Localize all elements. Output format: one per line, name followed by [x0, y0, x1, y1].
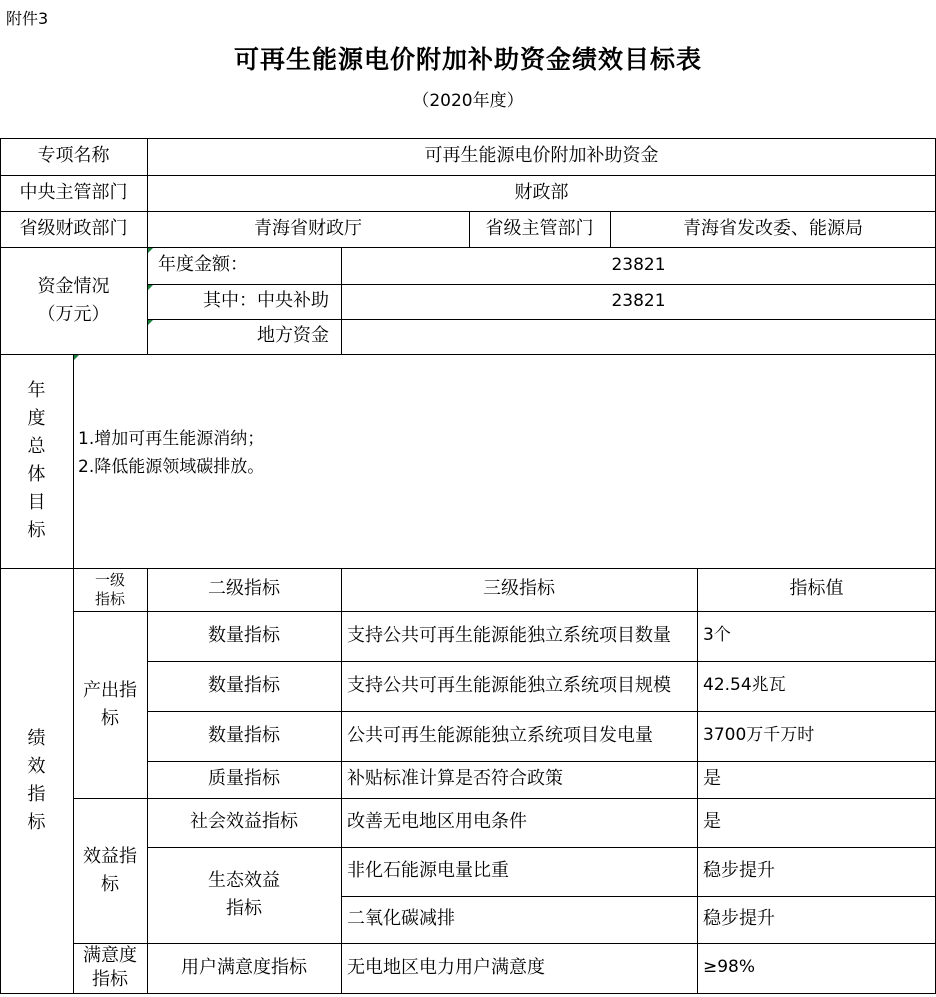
table-row-value: 是: [703, 811, 721, 833]
local-funds-value: [341, 319, 936, 354]
table-row-level2: 数量指标: [208, 724, 280, 746]
table-row-level2: [147, 847, 341, 943]
prov-dept-label: 省级主管部门: [485, 217, 594, 239]
page-title: 可再生能源电价附加补助资金绩效目标表: [233, 45, 702, 74]
table-row-level3: 非化石能源电量比重: [347, 860, 509, 882]
table-row-value: 3700万千万时: [703, 725, 815, 746]
table-row-value: 稳步提升: [703, 860, 775, 882]
central-dept-label: 中央主管部门: [19, 181, 128, 203]
goal-item: 2.降低能源领域碳排放。: [78, 457, 265, 477]
table-row-level3: 支持公共可再生能源能独立系统项目数量: [347, 624, 671, 646]
table-row-level3: 补贴标准计算是否符合政策: [347, 768, 563, 790]
goals-char: 目: [27, 492, 46, 513]
goal-item: 1.增加可再生能源消纳；: [78, 429, 265, 449]
table-row-level2: 社会效益指标: [190, 811, 298, 833]
table-row-level2: 数量指标: [208, 674, 280, 696]
project-name-value: 可再生能源电价附加补助资金: [424, 145, 659, 167]
goals-char: 体: [27, 464, 46, 485]
header-level2: 二级指标: [208, 578, 280, 600]
level2-line1: 生态效益: [208, 870, 280, 891]
header-value: 指标值: [789, 578, 844, 600]
benefit-label-line2: 标: [101, 873, 119, 895]
central-subsidy-value: 23821: [611, 290, 666, 311]
annual-goals-label: [0, 354, 73, 568]
header-level3: 三级指标: [483, 578, 555, 600]
prov-finance-label: 省级财政部门: [19, 217, 128, 239]
benefit-indicator-label: [73, 798, 147, 943]
annual-amount-label: 年度金额：: [158, 254, 248, 276]
header-level1: [73, 568, 147, 611]
indicators-char: 标: [27, 811, 46, 833]
table-row-level3: 改善无电地区用电条件: [347, 811, 527, 833]
indicators-char: 绩: [27, 727, 46, 749]
central-dept-value: 财政部: [514, 181, 569, 203]
satisfaction-label-line2: 指标: [92, 969, 128, 990]
table-row-value: 42.54兆瓦: [703, 675, 786, 696]
table-row-level3: 支持公共可再生能源能独立系统项目规模: [347, 674, 671, 696]
funds-label-line1: 资金情况: [37, 275, 110, 297]
header-level1-line2: 指标: [94, 589, 125, 608]
output-label-line2: 标: [101, 707, 119, 729]
goals-char: 年: [27, 380, 46, 401]
table-row-level2: 质量指标: [208, 768, 280, 790]
table-row-level3: 无电地区电力用户满意度: [347, 956, 545, 978]
goals-char: 总: [27, 436, 46, 457]
indicators-label: [0, 568, 73, 993]
year-subtitle: （2020年度）: [412, 91, 524, 111]
goals-char: 度: [27, 408, 46, 429]
goals-char: 标: [27, 520, 46, 541]
table-row-value: ≥98%: [703, 957, 756, 978]
annual-amount-value: 23821: [611, 254, 666, 275]
attachment-label: 附件3: [6, 9, 49, 28]
local-funds-label: 地方资金: [257, 325, 329, 347]
funds-label-line2: （万元）: [37, 303, 110, 325]
funds-label: [0, 247, 147, 354]
table-row-level2: 用户满意度指标: [181, 956, 307, 978]
level2-line2: 指标: [226, 898, 262, 919]
table-row-value: 稳步提升: [703, 908, 775, 930]
project-name-label: 专项名称: [37, 145, 110, 167]
prov-finance-value: 青海省财政厅: [254, 217, 362, 239]
header-level1-line1: 一级: [94, 570, 125, 589]
table-row-value: 3个: [703, 625, 731, 646]
output-indicator-label: [73, 611, 147, 798]
table-row-level3: 二氧化碳减排: [347, 908, 455, 930]
table-row-value: 是: [703, 768, 721, 790]
annual-goals-content: [78, 425, 928, 481]
satisfaction-label-line1: 满意度: [83, 945, 137, 966]
table-row-level2: 数量指标: [208, 624, 280, 646]
indicators-char: 指: [27, 783, 46, 805]
table-row-level3: 公共可再生能源能独立系统项目发电量: [347, 724, 653, 746]
central-subsidy-label: 其中：中央补助: [203, 290, 329, 312]
prov-dept-value: 青海省发改委、能源局: [683, 217, 863, 239]
output-label-line1: 产出指: [83, 679, 137, 701]
satisfaction-indicator-label: [73, 943, 147, 993]
indicators-char: 效: [27, 755, 46, 777]
benefit-label-line1: 效益指: [83, 845, 137, 867]
